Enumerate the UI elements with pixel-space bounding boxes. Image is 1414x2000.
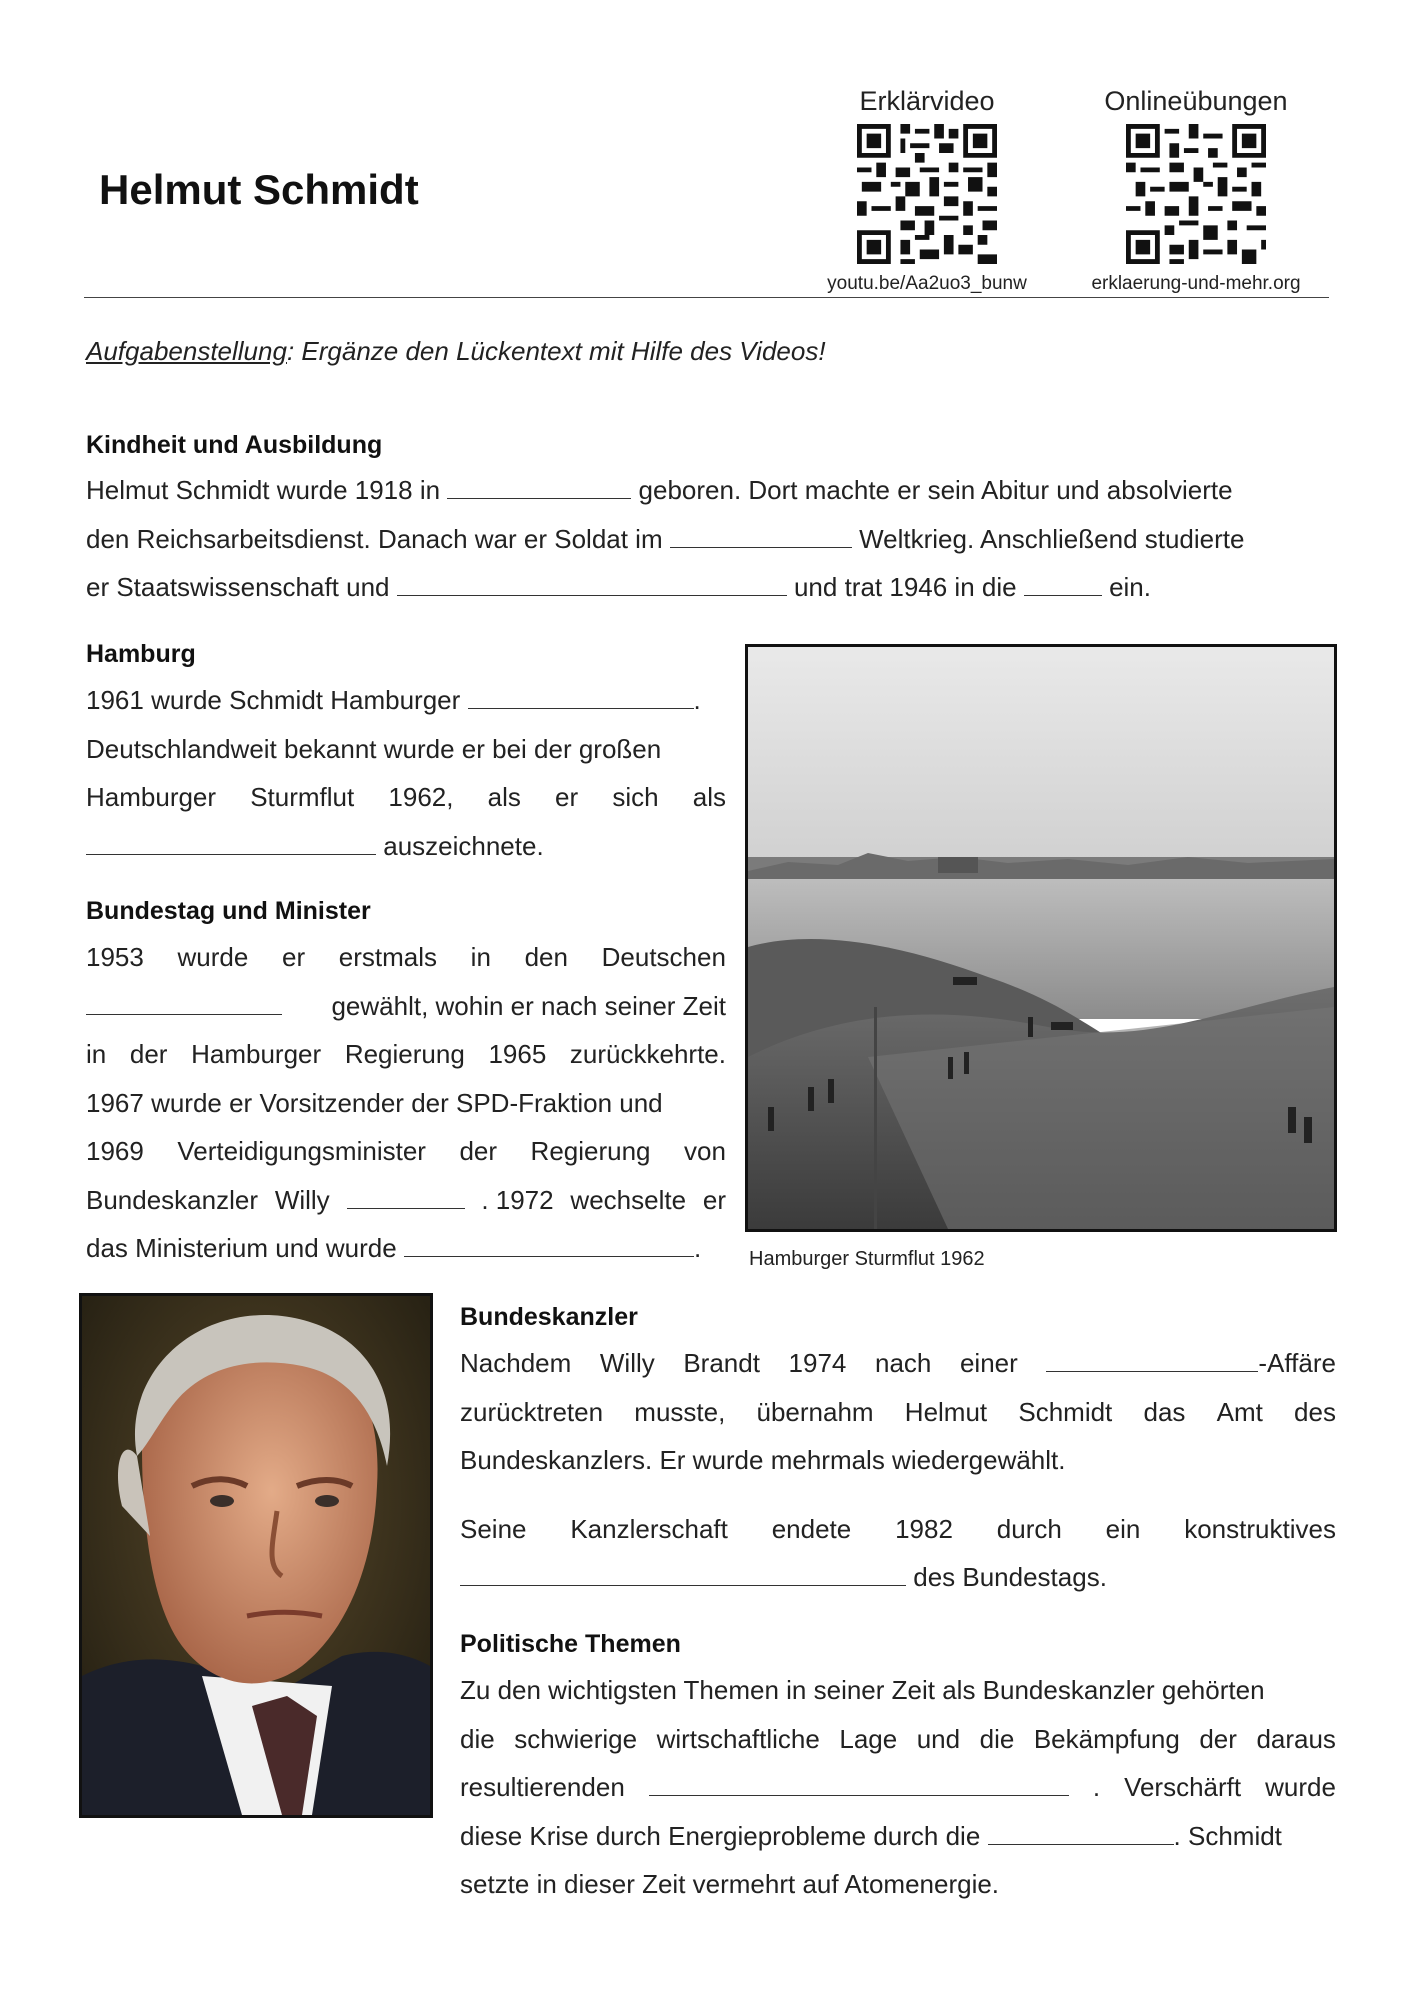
- section-text-bundeskanzler: [460, 1339, 1336, 1602]
- blank-senator[interactable]: [468, 707, 694, 709]
- qr-video-label: Erklärvideo: [859, 86, 995, 116]
- text-line: Deutschlandweit bekannt wurde er bei der großen: [86, 733, 662, 764]
- blank-vote[interactable]: [460, 1584, 906, 1586]
- task-text: : Ergänze den Lückentext mit Hilfe des Videos!: [286, 336, 826, 366]
- text-line: Weltkrieg. Anschließend studierte: [859, 523, 1245, 554]
- section-heading-themen: Politische Themen: [460, 1630, 681, 1658]
- qr-code-video-icon[interactable]: [857, 124, 997, 264]
- text-line: des Bundestags.: [913, 1562, 1107, 1592]
- text-line: auszeichnete.: [383, 830, 544, 861]
- blank-party[interactable]: [1024, 594, 1102, 596]
- blank-minister[interactable]: [404, 1255, 694, 1257]
- section-heading-kindheit: Kindheit und Ausbildung: [86, 431, 383, 459]
- task-instruction: [86, 336, 826, 367]
- text-line: .: [693, 685, 701, 715]
- qr-exercises-url[interactable]: erklaerung-und-mehr.org: [1091, 273, 1301, 294]
- qr-video-url[interactable]: youtu.be/Aa2uo3_bunw: [827, 273, 1027, 294]
- storm-flood-photo: [745, 644, 1337, 1232]
- page-title: Helmut Schmidt: [99, 166, 419, 213]
- justified-line: zurücktreten musste, übernahm Helmut Schmidt das Amt des: [460, 1396, 1336, 1427]
- text-line: ein.: [1109, 572, 1151, 602]
- blank-bundestag[interactable]: [86, 1013, 282, 1015]
- justified-line: [86, 982, 726, 1031]
- text-line: er Staatswissenschaft und: [86, 572, 390, 602]
- blank-problems[interactable]: [649, 1794, 1069, 1796]
- text-line: und trat 1946 in die: [793, 572, 1017, 602]
- justified-line: resultierenden . Verschärft wurde: [460, 1763, 1336, 1812]
- blank-role[interactable]: [86, 853, 376, 855]
- text-line: diese Krise durch Energieprobleme durch die: [460, 1820, 981, 1851]
- text-line: den Reichsarbeitsdienst. Danach war er Soldat im: [86, 523, 663, 554]
- justified-line: 1969 Verteidigungsminister der Regierung von: [86, 1136, 726, 1166]
- justified-line: in der Hamburger Regierung 1965 zurückkehrte.: [86, 1039, 726, 1069]
- section-heading-bundestag: Bundestag und Minister: [86, 897, 371, 925]
- text-line: setzte in dieser Zeit vermehrt auf Atomenergie.: [460, 1869, 1000, 1899]
- justified-line: Bundeskanzler Willy . 1972 wechselte er: [86, 1184, 726, 1215]
- task-label: Aufgabenstellung: [86, 336, 287, 366]
- text-line: -Affäre: [1258, 1348, 1336, 1378]
- text-line: .: [693, 1233, 702, 1263]
- blank-energy[interactable]: [988, 1843, 1174, 1845]
- text-line: das Ministerium und wurde: [86, 1233, 397, 1263]
- photo-caption: Hamburger Sturmflut 1962: [749, 1248, 985, 1270]
- blank-birthplace[interactable]: [447, 497, 631, 499]
- qr-code-exercises-icon[interactable]: [1126, 124, 1266, 264]
- justified-line: Nachdem Willy Brandt 1974 nach einer -Affäre: [460, 1348, 1336, 1378]
- justified-line: Hamburger Sturmflut 1962, als er sich als: [86, 782, 726, 812]
- section-text-hamburg: [86, 676, 726, 870]
- section-text-themen: [460, 1666, 1336, 1909]
- text-line: Helmut Schmidt wurde 1918 in: [86, 475, 441, 505]
- section-text-bundestag: [86, 933, 726, 1273]
- text-line: resultierenden: [460, 1772, 625, 1802]
- blank-willy[interactable]: [347, 1207, 465, 1209]
- helmut-schmidt-portrait: [79, 1293, 433, 1818]
- text-line: 1961 wurde Schmidt Hamburger: [86, 685, 461, 715]
- text-line: Zu den wichtigsten Themen in seiner Zeit als Bundeskanzler gehörten: [460, 1675, 1265, 1705]
- section-heading-bundeskanzler: Bundeskanzler: [460, 1303, 638, 1331]
- text-line: gewählt, wohin er nach seiner Zeit: [331, 990, 726, 1021]
- blank-war[interactable]: [670, 546, 852, 548]
- storm-flood-image: [748, 647, 1334, 1229]
- text-line: Bundeskanzlers. Er wurde mehrmals wiedergewählt.: [460, 1445, 1066, 1475]
- section-heading-hamburg: Hamburg: [86, 640, 196, 668]
- qr-exercises-label: Onlineübungen: [1104, 86, 1288, 116]
- text-line: 1967 wurde er Vorsitzender der SPD-Fraktion und: [86, 1087, 663, 1118]
- text-line: geboren. Dort machte er sein Abitur und absolvierte: [638, 475, 1233, 505]
- justified-line: Seine Kanzlerschaft endete 1982 durch ein konstruktives: [460, 1513, 1336, 1544]
- portrait-image: [82, 1296, 430, 1815]
- blank-study[interactable]: [397, 594, 787, 596]
- blank-affair[interactable]: [1046, 1370, 1258, 1372]
- text-line: . Schmidt: [1173, 1820, 1282, 1851]
- justified-line: 1953 wurde er erstmals in den Deutschen: [86, 942, 726, 972]
- justified-line: die schwierige wirtschaftliche Lage und die Bekämpfung der daraus: [460, 1723, 1336, 1754]
- section-text-kindheit: [86, 466, 1336, 612]
- header-divider: [84, 297, 1329, 298]
